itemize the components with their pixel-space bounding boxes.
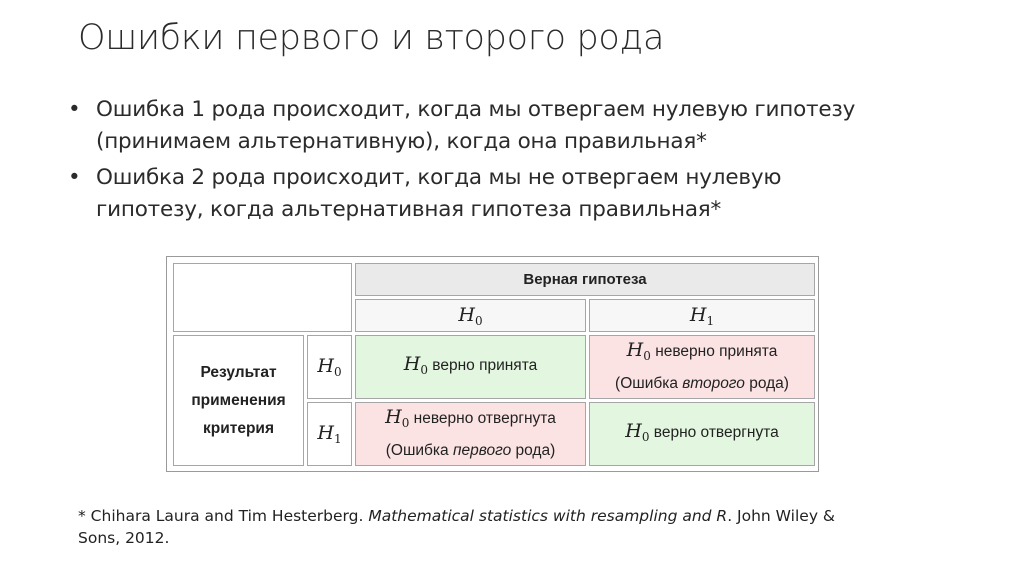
footnote-prefix: * Chihara Laura and Tim Hesterberg. (78, 507, 369, 525)
math-symbol: $H_0$ (403, 353, 428, 377)
row-h0-header (307, 335, 352, 399)
math-symbol: $H_1$ (689, 303, 715, 328)
bullet-text-line: Ошибка 1 рода происходит, когда мы отвергаем нулевую гипотезу (96, 97, 856, 122)
table-empty-corner (173, 263, 352, 332)
math-symbol: $H_0$ (626, 339, 651, 363)
bullet-text-line: гипотезу, когда альтернативная гипотеза правильная* (96, 197, 722, 222)
footnote-year: Sons, 2012. (78, 529, 170, 547)
bullet-marker: • (68, 97, 81, 122)
row-h1-header (307, 402, 352, 466)
math-symbol: $H_0$ (625, 420, 650, 444)
bullet-list (68, 94, 968, 230)
cell-correct-acceptance: $H_0$ верно принята (355, 335, 586, 399)
hypothesis-table-figure (166, 256, 819, 472)
bullet-item (68, 162, 968, 226)
hypothesis-table (170, 260, 818, 469)
cell-correct-rejection: $H_0$ верно отвергнута (589, 402, 815, 466)
math-symbol: $H_0$ (385, 406, 410, 430)
column-h0-header (355, 299, 586, 332)
slide-title: Ошибки первого и второго рода (78, 18, 665, 58)
math-symbol: $H_1$ (317, 422, 342, 446)
bullet-text-line: Ошибка 2 рода происходит, когда мы не отвергаем нулевую (96, 165, 782, 190)
cell-type-one-error: $H_0$ неверно отвергнута (Ошибка первого рода) (355, 402, 586, 466)
footnote-publisher: . John Wiley & (727, 507, 836, 525)
math-symbol: $H_0$ (317, 355, 342, 379)
test-result-row-label: Результат применения критерия (173, 335, 304, 466)
bullet-item (68, 94, 968, 158)
column-h1-header (589, 299, 815, 332)
bullet-marker: • (68, 165, 81, 190)
math-symbol: $H_0$ (458, 303, 483, 328)
bullet-text-line: (принимаем альтернативную), когда она правильная* (96, 129, 707, 154)
citation-footnote (78, 505, 958, 549)
book-title: Mathematical statistics with resampling and R (368, 507, 728, 525)
cell-type-two-error: $H_0$ неверно принята (Ошибка второго рода) (589, 335, 815, 399)
true-hypothesis-header: Верная гипотеза (355, 263, 815, 296)
